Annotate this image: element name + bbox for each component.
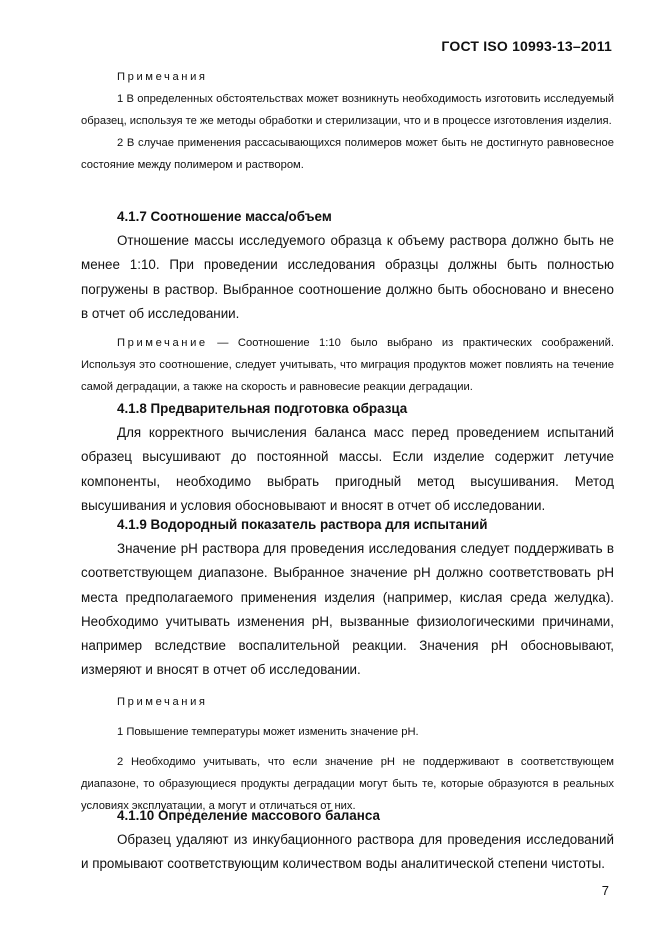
notes-block-1 <box>81 66 614 176</box>
section-heading: 4.1.9 Водородный показатель раствора для испытаний <box>117 517 488 532</box>
section-4-1-10 <box>81 804 614 877</box>
body-paragraph: Отношение массы исследуемого образца к объему раствора должно быть не менее 1:10. При проведении исследования образцы должны быть полностью погружены в раствор. Выбранное соотношение должно быть обосновано и внесено в отчет об исследовании. <box>81 233 614 321</box>
body-paragraph: Для корректного вычисления баланса масс перед проведением испытаний образец высушивают до постоянной массы. Если изделие содержит летучие компоненты, необходимо выбрать пригодный метод высушивания. Метод высушивания и условия обосновывают и вносят в отчет об исследовании. <box>81 425 614 513</box>
section-4-1-7 <box>81 205 614 398</box>
note-paragraph: 1 Повышение температуры может изменить значение pH. <box>117 725 419 738</box>
page-number: 7 <box>601 883 609 898</box>
notes-title: Примечания <box>117 695 208 708</box>
note-paragraph: 1 В определенных обстоятельствах может возникнуть необходимость изготовить исследуемый образец, используя те же методы обработки и стерилизации, что и в процессе изготовления изделия. <box>81 93 614 127</box>
section-heading: 4.1.7 Соотношение масса/объем <box>117 209 332 224</box>
section-heading: 4.1.8 Предварительная подготовка образца <box>117 401 408 416</box>
section-4-1-8 <box>81 397 614 518</box>
document-code-header: ГОСТ ISO 10993-13–2011 <box>441 38 612 54</box>
note-label: Примечание <box>117 337 208 350</box>
note-text: — Соотношение 1:10 было выбрано из практических соображений. Используя это соотношение, следует учитывать, что миграция продуктов может повлиять на течение самой деградации, а также на скорость и равновесие реакции деградации. <box>81 337 614 394</box>
note-paragraph: 2 Необходимо учитывать, что если значение pH не поддерживают в соответствующем диапазоне, то образующиеся продукты деградации могут быть те, которые образуются в реальных условиях эксплуатации, а могут и отличаться от них. <box>81 755 614 812</box>
section-4-1-9 <box>81 513 614 817</box>
body-paragraph: Образец удаляют из инкубационного раствора для проведения исследований и промывают соответствующим количеством воды аналитической степени чистоты. <box>81 832 614 872</box>
note-paragraph: 2 В случае применения рассасывающихся полимеров может быть не достигнуто равновесное состояние между полимером и раствором. <box>81 137 614 171</box>
notes-title: Примечания <box>117 71 208 83</box>
section-heading: 4.1.10 Определение массового баланса <box>117 808 380 823</box>
note-paragraph <box>81 332 614 398</box>
body-paragraph: Значение pH раствора для проведения исследования следует поддерживать в соответствующем диапазоне. Выбранное значение pH должно соответствовать pH места предполагаемого применения изделия (например, кислая среда желудка). Необходимо учитывать изменения pH, вызванные физиологическими причинами, например вследствие воспалительной реакции. Значения pH обосновывают, измеряют и вносят в отчет об исследовании. <box>81 541 614 678</box>
